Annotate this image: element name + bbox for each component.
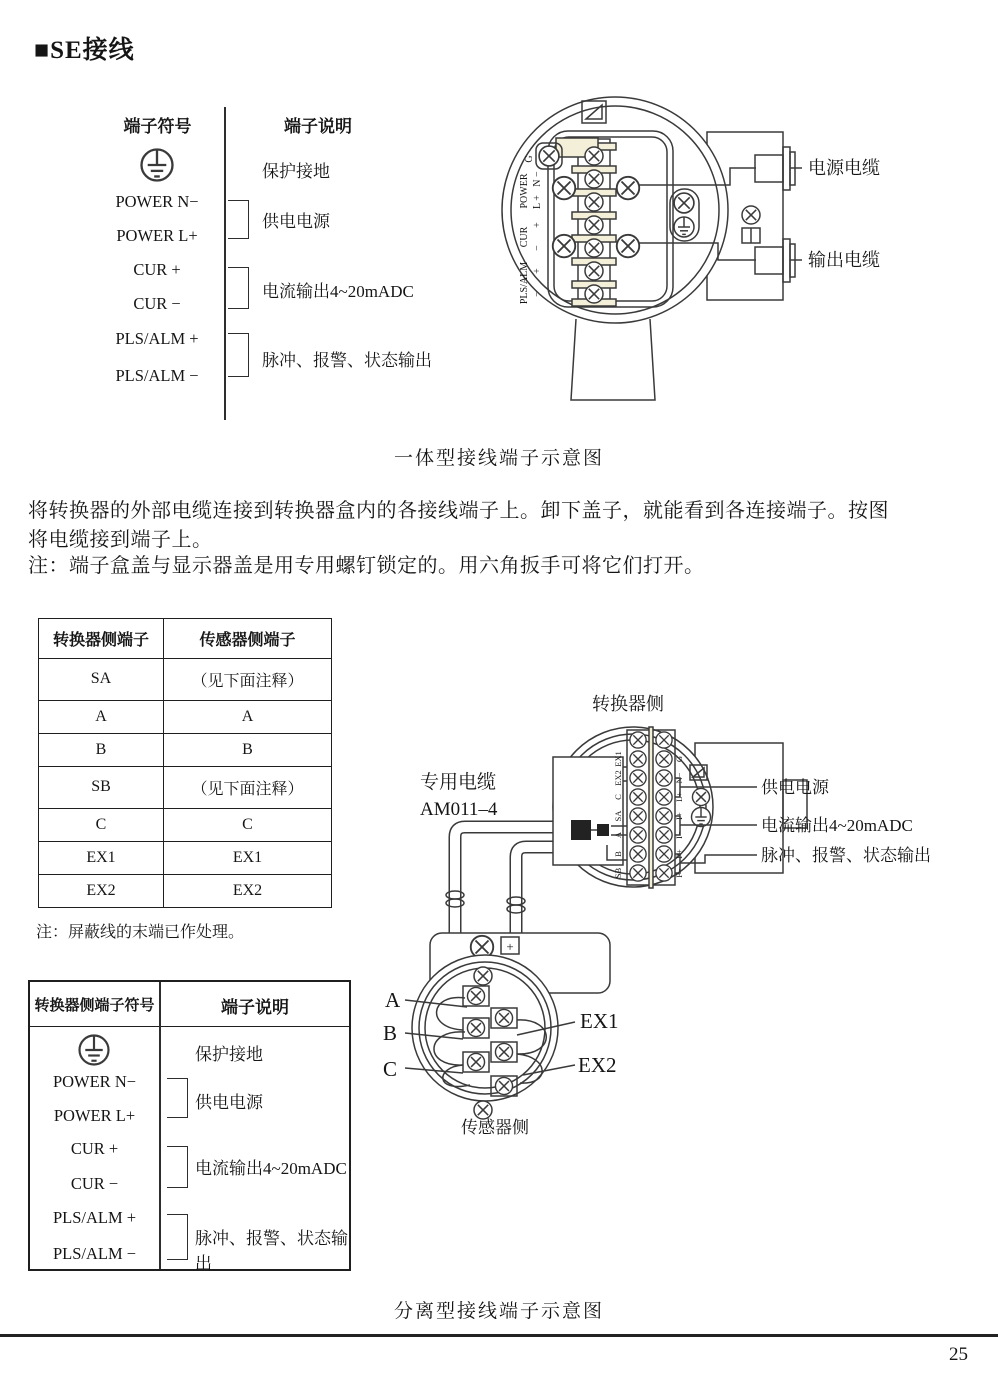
caption-integrated: 一体型接线端子示意图	[393, 448, 604, 469]
bracket-pulse	[167, 1214, 188, 1260]
dedicated-cables	[446, 827, 553, 937]
legend-top-header-desc: 端子说明	[284, 117, 352, 136]
strip-label-cur: CUR	[519, 226, 530, 248]
right-terminal-label: G	[674, 755, 684, 763]
cover-screw-icon	[742, 206, 760, 224]
terminal-cur-minus: CUR −	[133, 294, 181, 313]
strip-pin-n: N −	[532, 171, 543, 187]
strip-pin-l: L +	[532, 195, 543, 209]
terminal-pls-minus: PLS/ALM −	[115, 366, 199, 385]
converter-neck	[571, 319, 655, 400]
bracket-current	[167, 1146, 188, 1188]
footer-rule	[0, 1334, 998, 1337]
legend-top-pulse-desc: 脉冲、报警、状态输出	[262, 351, 432, 370]
strip-pin-pls-minus: −	[532, 291, 543, 297]
table-row	[39, 766, 332, 808]
legend-bottom-ground-desc: 保护接地	[195, 1045, 263, 1064]
legend-bottom-current-desc: 电流输出4~20mADC	[195, 1159, 347, 1178]
terminal-mapping-table	[38, 618, 332, 908]
cable-label-line1: 专用电缆	[420, 772, 497, 793]
legend-top-header-symbol: 端子符号	[123, 117, 192, 136]
left-terminal-label: SA	[613, 810, 623, 822]
converter-side-title: 转换器侧	[592, 694, 664, 714]
bracket-power	[228, 200, 249, 239]
left-terminal-label: C	[613, 794, 623, 800]
map-cell: EX2	[164, 874, 332, 907]
terminal-pls-minus: PLS/ALM −	[52, 1244, 137, 1263]
map-cell: C	[39, 808, 164, 841]
map-cell: EX1	[164, 841, 332, 874]
legend-bottom-header-desc: 端子说明	[221, 998, 289, 1017]
protective-earth-icon	[140, 148, 174, 182]
terminal-power-l: POWER L+	[53, 1106, 136, 1125]
map-cell: SB	[39, 766, 164, 808]
legend-top-ground-desc: 保护接地	[262, 162, 330, 181]
terminal-power-n: POWER N−	[115, 192, 199, 211]
sensor-label-ex1: EX1	[580, 1009, 619, 1033]
strip-label-g: G	[524, 155, 535, 163]
map-header-sensor: 传感器侧端子	[164, 619, 332, 659]
map-header-converter: 转换器侧端子	[39, 619, 164, 659]
legend-top	[0, 0, 480, 470]
side-screw-icon	[553, 177, 576, 200]
g-screw-icon	[539, 146, 559, 166]
right-terminal-label: P+	[674, 849, 684, 859]
sensor-label-ex2: EX2	[578, 1053, 617, 1077]
intro-line1: 将转换器的外部电缆连接到转换器盒内的各接线端子上。卸下盖子，就能看到各连接端子。按图	[28, 500, 889, 522]
side-screw-icon	[553, 235, 576, 258]
table-row	[39, 808, 332, 841]
map-cell: EX2	[39, 874, 164, 907]
intro-line2: 将电缆接到端子上。	[28, 529, 213, 551]
strip-pin-pls-plus: +	[532, 268, 543, 274]
side-screw-icon	[617, 177, 640, 200]
bracket-pulse	[228, 333, 249, 377]
caption-separated: 分离型接线端子示意图	[393, 1301, 604, 1322]
map-cell: A	[39, 700, 164, 733]
left-terminal-label: EX1	[613, 751, 623, 767]
bracket-power	[167, 1078, 188, 1118]
plus-mark: +	[506, 939, 514, 954]
legend-top-power-desc: 供电电源	[262, 212, 330, 231]
strip-label-pls: PLS/ALM	[519, 261, 530, 305]
map-cell: A	[164, 700, 332, 733]
page-number: 25	[949, 1344, 968, 1365]
strip-pin-cur-plus: +	[532, 222, 543, 228]
side-screw-icon	[617, 235, 640, 258]
callout-current: 电流输出4~20mADC	[761, 816, 913, 835]
power-cable-label: 电源电缆	[808, 158, 880, 178]
legend-bottom-header-symbol: 转换器侧端子符号	[34, 998, 155, 1014]
separated-terminal-diagram	[375, 685, 995, 1160]
terminal-cur-plus: CUR +	[70, 1139, 119, 1158]
left-terminal-label: EX2	[613, 770, 623, 786]
bracket-current	[228, 267, 249, 309]
table-row	[39, 733, 332, 766]
strip-pin-cur-minus: −	[532, 245, 543, 251]
left-terminal-label: A	[613, 831, 623, 839]
right-terminal-label: P−	[674, 868, 684, 878]
left-terminal-label: B	[613, 851, 623, 857]
page-title: ■SE接线	[34, 37, 135, 64]
intro-note: 注：端子盒盖与显示器盖是用专用螺钉锁定的。用六角扳手可将它们打开。	[28, 555, 705, 577]
map-cell: C	[164, 808, 332, 841]
strip-label-power: POWER	[519, 173, 530, 209]
terminal-pls-plus: PLS/ALM +	[115, 329, 199, 348]
legend-top-current-desc: 电流输出4~20mADC	[262, 282, 414, 301]
integrated-terminal-diagram	[478, 93, 918, 423]
terminal-cur-plus: CUR +	[133, 260, 181, 279]
left-terminal-label: SB	[613, 867, 623, 879]
legend-bottom-power-desc: 供电电源	[195, 1093, 263, 1112]
cable-label-line2: AM011–4	[420, 799, 498, 820]
table-row	[39, 874, 332, 907]
table-row	[39, 841, 332, 874]
right-terminal-label: L+	[674, 792, 684, 802]
map-cell: （见下面注释）	[164, 766, 332, 808]
output-cable-label: 输出电缆	[808, 250, 880, 270]
map-cell: B	[164, 733, 332, 766]
sensor-side-title: 传感器侧	[461, 1118, 529, 1137]
terminal-pls-plus: PLS/ALM +	[52, 1208, 137, 1227]
legend-bottom	[28, 980, 351, 1271]
sensor-label-b: B	[383, 1021, 398, 1045]
map-cell: （见下面注释）	[164, 659, 332, 701]
map-cell: SA	[39, 659, 164, 701]
protective-earth-icon	[78, 1034, 110, 1066]
callout-pulse: 脉冲、报警、状态输出	[761, 846, 931, 865]
right-terminal-label: I+	[674, 812, 684, 820]
right-terminal-label: N−	[674, 772, 684, 784]
terminal-power-l: POWER L+	[116, 226, 198, 245]
map-cell: EX1	[39, 841, 164, 874]
sensor-label-a: A	[385, 988, 401, 1012]
legend-bottom-pulse-desc: 脉冲、报警、状态输出	[195, 1229, 348, 1273]
sensor-label-c: C	[383, 1057, 398, 1081]
terminal-power-n: POWER N−	[52, 1072, 137, 1091]
map-cell: B	[39, 733, 164, 766]
callout-power: 供电电源	[761, 778, 829, 797]
split-terminal-box	[742, 228, 760, 243]
mapping-note: 注：屏蔽线的末端已作处理。	[36, 924, 245, 941]
table-row	[39, 659, 332, 701]
legend-bottom-divider	[159, 982, 161, 1269]
terminal-cur-minus: CUR −	[70, 1174, 119, 1193]
right-terminal-label: I−	[674, 831, 684, 839]
table-row	[39, 700, 332, 733]
